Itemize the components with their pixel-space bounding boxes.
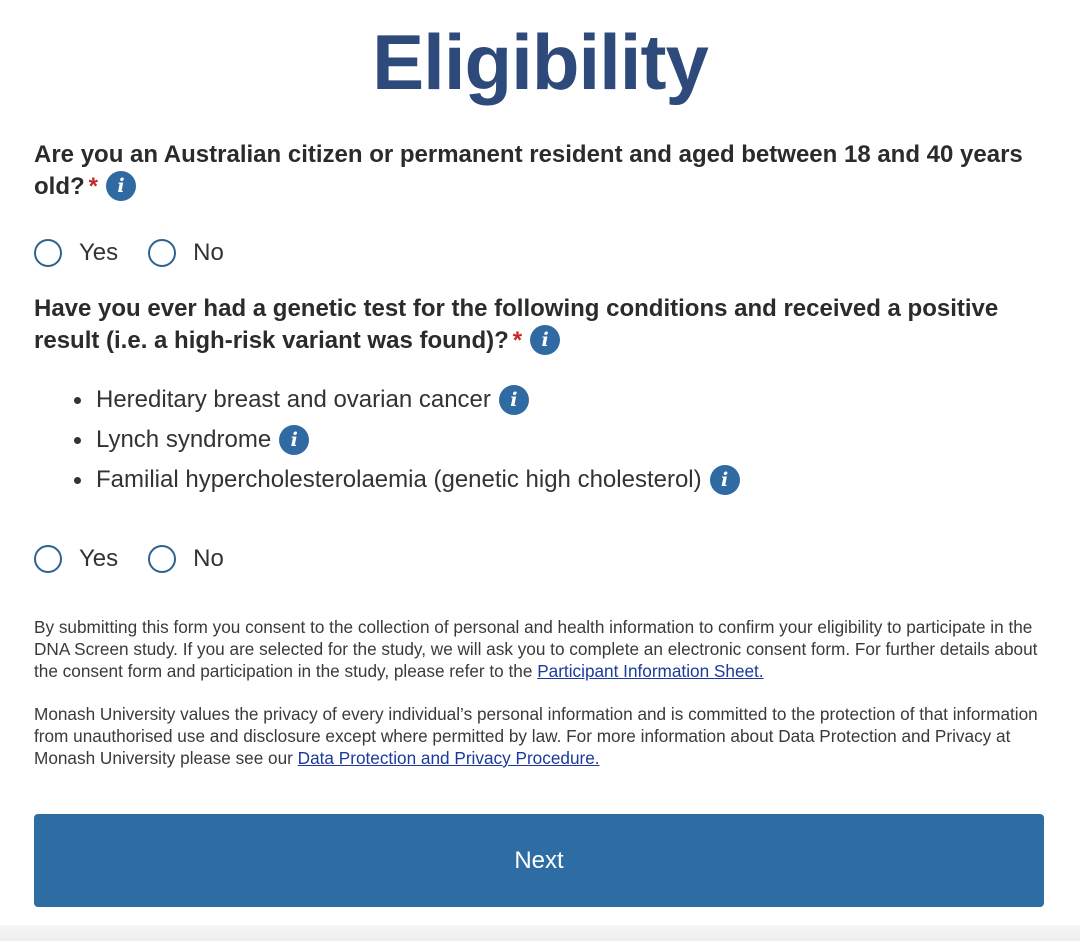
radio-label: No xyxy=(193,239,224,266)
radio-button[interactable] xyxy=(148,545,176,573)
consent-paragraph xyxy=(34,616,1049,682)
radio-group-genetic-test xyxy=(34,542,254,576)
radio-option-yes[interactable] xyxy=(34,545,118,573)
info-icon[interactable]: i xyxy=(106,171,136,201)
radio-option-yes[interactable] xyxy=(34,239,118,267)
required-mark: * xyxy=(88,173,98,200)
radio-button[interactable] xyxy=(34,239,62,267)
page-title: Eligibility xyxy=(372,18,708,106)
question-genetic-test xyxy=(34,293,1044,357)
question-text: Have you ever had a genetic test for the following conditions and received a positive result (i.e. a high-risk variant was found)? xyxy=(34,295,999,354)
condition-label: Lynch syndrome xyxy=(96,426,272,453)
info-icon[interactable]: i xyxy=(530,325,560,355)
conditions-list xyxy=(74,380,740,500)
radio-label: Yes xyxy=(79,545,119,572)
radio-label: Yes xyxy=(79,239,119,266)
bottom-divider xyxy=(0,925,1080,941)
radio-label: No xyxy=(193,545,224,572)
question-text: Are you an Australian citizen or permanent resident and aged between 18 and 40 years old? xyxy=(34,141,1023,200)
privacy-text: Monash University values the privacy of every individual’s personal information and is committed to the protection of that information from unauthorised use and disclosure except where permitted by law. For more information about Data Protection and Privacy at Monash University please see our xyxy=(34,704,1038,768)
info-icon[interactable]: i xyxy=(279,425,309,455)
list-item xyxy=(74,460,740,500)
bullet-icon xyxy=(74,477,81,484)
next-button[interactable]: Next xyxy=(34,814,1044,907)
participant-information-sheet-link[interactable]: Participant Information Sheet. xyxy=(537,661,764,681)
radio-group-citizenship xyxy=(34,236,254,270)
info-icon[interactable]: i xyxy=(710,465,740,495)
consent-text: By submitting this form you consent to the collection of personal and health information to confirm your eligibility to participate in the DNA Screen study. If you are selected for the study, we will ask you to complete an electronic consent form. For further details about the consent form and participation in the study, please refer to the xyxy=(34,617,1038,681)
list-item xyxy=(74,380,740,420)
radio-button[interactable] xyxy=(148,239,176,267)
privacy-paragraph xyxy=(34,703,1049,769)
bullet-icon xyxy=(74,437,81,444)
radio-option-no[interactable] xyxy=(148,545,224,573)
condition-label: Hereditary breast and ovarian cancer xyxy=(96,386,491,413)
data-protection-procedure-link[interactable]: Data Protection and Privacy Procedure. xyxy=(297,748,600,768)
list-item xyxy=(74,420,740,460)
info-icon[interactable]: i xyxy=(499,385,529,415)
radio-button[interactable] xyxy=(34,545,62,573)
bullet-icon xyxy=(74,397,81,404)
question-citizenship xyxy=(34,139,1044,203)
condition-label: Familial hypercholesterolaemia (genetic high cholesterol) xyxy=(96,466,702,493)
required-mark: * xyxy=(512,327,523,354)
radio-option-no[interactable] xyxy=(148,239,224,267)
